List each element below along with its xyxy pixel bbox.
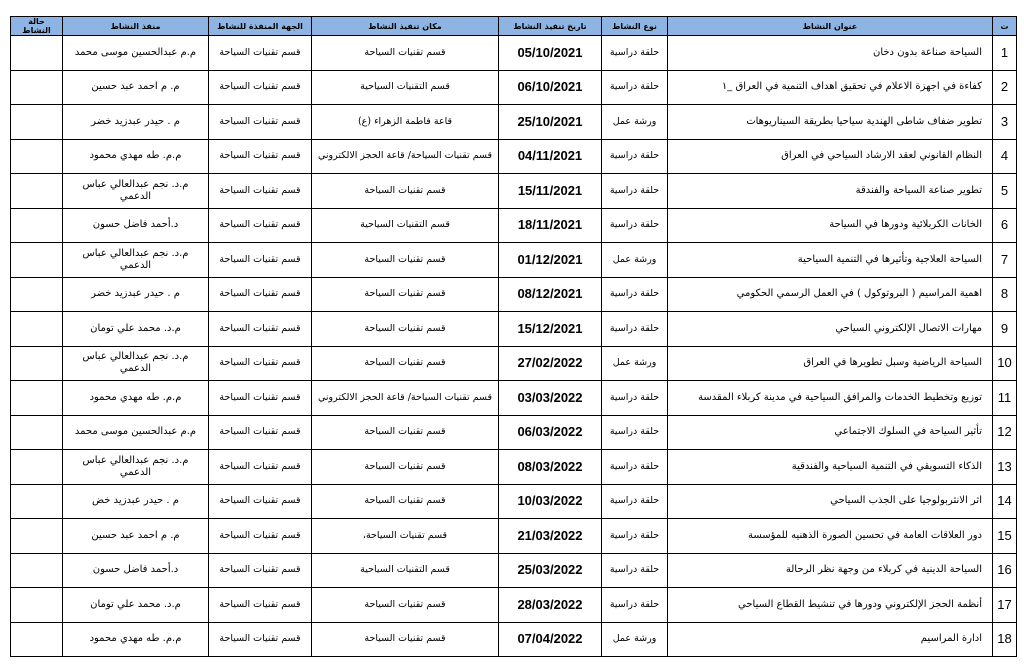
- table-row: [11, 174, 1017, 209]
- cell-type: حلقة دراسية: [602, 312, 668, 347]
- cell-title: السياحة الدينية في كربلاء من وجهة نظر الرحالة: [668, 553, 993, 588]
- cell-status: [11, 36, 63, 71]
- cell-title: اثر الانثربولوجيا على الجذب السياحي: [668, 484, 993, 519]
- cell-type: ورشة عمل: [602, 346, 668, 381]
- cell-place: قسم تقنيات السياحة: [312, 450, 499, 485]
- cell-status: [11, 484, 63, 519]
- cell-num: 8: [993, 277, 1017, 312]
- table-row: [11, 243, 1017, 278]
- cell-status: [11, 105, 63, 140]
- cell-num: 9: [993, 312, 1017, 347]
- table-row: [11, 346, 1017, 381]
- cell-title: ادارة المراسيم: [668, 622, 993, 657]
- cell-place: قسم تقنيات السياحة: [312, 484, 499, 519]
- header-status: حالة النشاط: [11, 17, 63, 36]
- cell-num: 16: [993, 553, 1017, 588]
- cell-place: قسم تقنيات السياحة: [312, 346, 499, 381]
- cell-type: حلقة دراسية: [602, 415, 668, 450]
- cell-executor: م.م. طه مهدي محمود: [63, 622, 209, 657]
- cell-place: قسم تقنيات السياحة: [312, 588, 499, 623]
- cell-dept: قسم تقنيات السياحة: [209, 277, 312, 312]
- cell-date: 25/10/2021: [499, 105, 602, 140]
- cell-num: 14: [993, 484, 1017, 519]
- cell-type: ورشة عمل: [602, 622, 668, 657]
- cell-date: 04/11/2021: [499, 139, 602, 174]
- cell-num: 1: [993, 36, 1017, 71]
- table-row: [11, 208, 1017, 243]
- cell-date: 06/03/2022: [499, 415, 602, 450]
- cell-date: 18/11/2021: [499, 208, 602, 243]
- cell-date: 27/02/2022: [499, 346, 602, 381]
- cell-status: [11, 450, 63, 485]
- cell-num: 2: [993, 70, 1017, 105]
- cell-executor: م . حيدر عبدزيد خض: [63, 484, 209, 519]
- cell-dept: قسم تقنيات السياحة: [209, 415, 312, 450]
- cell-status: [11, 381, 63, 416]
- cell-place: قسم تقنيات السياحة/ قاعة الحجز الالكتروني: [312, 139, 499, 174]
- cell-status: [11, 277, 63, 312]
- cell-title: أنظمة الحجز الإلكتروني ودورها في تنشيط القطاع السياحي: [668, 588, 993, 623]
- cell-executor: م.م. طه مهدي محمود: [63, 139, 209, 174]
- header-place: مكان تنفيذ النشاط: [312, 17, 499, 36]
- header-dept: الجهة المنفذة للنشاط: [209, 17, 312, 36]
- cell-date: 03/03/2022: [499, 381, 602, 416]
- cell-executor: م . حيدر عبدزيد خضر: [63, 277, 209, 312]
- cell-num: 5: [993, 174, 1017, 209]
- cell-date: 07/04/2022: [499, 622, 602, 657]
- cell-date: 28/03/2022: [499, 588, 602, 623]
- header-row: [11, 17, 1017, 36]
- cell-dept: قسم تقنيات السياحة: [209, 36, 312, 71]
- table-row: [11, 381, 1017, 416]
- cell-date: 08/12/2021: [499, 277, 602, 312]
- cell-type: ورشة عمل: [602, 243, 668, 278]
- cell-status: [11, 415, 63, 450]
- table-row: [11, 553, 1017, 588]
- cell-place: قسم تقنيات السياحة: [312, 174, 499, 209]
- cell-title: مهارات الاتصال الإلكتروني السياحي: [668, 312, 993, 347]
- cell-dept: قسم تقنيات السياحة: [209, 312, 312, 347]
- cell-num: 11: [993, 381, 1017, 416]
- cell-title: السياحة صناعة بدون دخان: [668, 36, 993, 71]
- cell-status: [11, 312, 63, 347]
- cell-dept: قسم تقنيات السياحة: [209, 381, 312, 416]
- cell-title: الذكاء التسويقي في التنمية السياحية والفندقية: [668, 450, 993, 485]
- cell-dept: قسم تقنيات السياحة: [209, 450, 312, 485]
- table-row: [11, 70, 1017, 105]
- cell-dept: قسم تقنيات السياحة: [209, 622, 312, 657]
- cell-executor: د.أحمد فاضل حسون: [63, 553, 209, 588]
- cell-num: 6: [993, 208, 1017, 243]
- cell-status: [11, 70, 63, 105]
- cell-dept: قسم تقنيات السياحة: [209, 70, 312, 105]
- cell-status: [11, 174, 63, 209]
- cell-date: 06/10/2021: [499, 70, 602, 105]
- cell-executor: م.د. محمد علي تومان: [63, 312, 209, 347]
- cell-num: 12: [993, 415, 1017, 450]
- cell-status: [11, 208, 63, 243]
- cell-num: 10: [993, 346, 1017, 381]
- cell-dept: قسم تقنيات السياحة: [209, 346, 312, 381]
- cell-date: 08/03/2022: [499, 450, 602, 485]
- cell-place: قسم تقنيات السياحة: [312, 36, 499, 71]
- cell-title: الخانات الكربلائية ودورها في السياحة: [668, 208, 993, 243]
- cell-place: قسم التقنيات السياحية: [312, 553, 499, 588]
- cell-title: تأثير السياحة في السلوك الاجتماعي: [668, 415, 993, 450]
- header-title: عنوان النشاط: [668, 17, 993, 36]
- cell-executor: د.أحمد فاضل حسون: [63, 208, 209, 243]
- table-row: [11, 105, 1017, 140]
- cell-status: [11, 519, 63, 554]
- header-num: ت: [993, 17, 1017, 36]
- table-row: [11, 277, 1017, 312]
- table-row: [11, 519, 1017, 554]
- cell-executor: م. م احمد عبد حسين: [63, 519, 209, 554]
- cell-num: 4: [993, 139, 1017, 174]
- cell-status: [11, 588, 63, 623]
- activities-table: [10, 16, 1017, 657]
- cell-status: [11, 243, 63, 278]
- cell-dept: قسم تقنيات السياحة: [209, 588, 312, 623]
- cell-status: [11, 553, 63, 588]
- cell-type: حلقة دراسية: [602, 70, 668, 105]
- cell-type: حلقة دراسية: [602, 484, 668, 519]
- cell-dept: قسم تقنيات السياحة: [209, 208, 312, 243]
- cell-executor: م.م عبدالحسين موسى محمد: [63, 415, 209, 450]
- cell-place: قسم تقنيات السياحة،: [312, 519, 499, 554]
- cell-type: حلقة دراسية: [602, 277, 668, 312]
- cell-title: النظام القانوني لعقد الارشاد السياحي في العراق: [668, 139, 993, 174]
- cell-date: 10/03/2022: [499, 484, 602, 519]
- cell-place: قسم تقنيات السياحة: [312, 415, 499, 450]
- cell-date: 21/03/2022: [499, 519, 602, 554]
- cell-dept: قسم تقنيات السياحة: [209, 553, 312, 588]
- cell-executor: م.م عبدالحسين موسى محمد: [63, 36, 209, 71]
- cell-type: حلقة دراسية: [602, 139, 668, 174]
- cell-title: اهمية المراسيم ( البروتوكول ) في العمل الرسمي الحكومي: [668, 277, 993, 312]
- table-row: [11, 484, 1017, 519]
- table-row: [11, 415, 1017, 450]
- cell-type: حلقة دراسية: [602, 553, 668, 588]
- cell-type: حلقة دراسية: [602, 450, 668, 485]
- cell-title: السياحة العلاجية وتأثيرها في التنمية السياحية: [668, 243, 993, 278]
- cell-place: قسم التقنيات السياحية: [312, 208, 499, 243]
- cell-dept: قسم تقنيات السياحة: [209, 174, 312, 209]
- cell-title: دور العلاقات العامة في تحسين الصورة الذهنيه للمؤسسة: [668, 519, 993, 554]
- cell-type: ورشة عمل: [602, 105, 668, 140]
- cell-date: 01/12/2021: [499, 243, 602, 278]
- header-date: تاريخ تنفيذ النشاط: [499, 17, 602, 36]
- cell-dept: قسم تقنيات السياحة: [209, 105, 312, 140]
- cell-num: 3: [993, 105, 1017, 140]
- cell-title: توزيع وتخطيط الخدمات والمرافق السياحية في مدينة كربلاء المقدسة: [668, 381, 993, 416]
- cell-place: قسم تقنيات السياحة: [312, 243, 499, 278]
- table-row: [11, 622, 1017, 657]
- cell-executor: م.د. نجم عبدالعالي عباس الدعمي: [63, 243, 209, 278]
- cell-title: السياحة الرياضية وسبل تطويرها في العراق: [668, 346, 993, 381]
- cell-title: تطوير ضفاف شاطى الهندية سياحيا بطريقة السيناريوهات: [668, 105, 993, 140]
- cell-type: حلقة دراسية: [602, 174, 668, 209]
- table-row: [11, 450, 1017, 485]
- cell-type: حلقة دراسية: [602, 381, 668, 416]
- table-row: [11, 312, 1017, 347]
- cell-type: حلقة دراسية: [602, 208, 668, 243]
- cell-executor: م . حيدر عبدزيد خضر: [63, 105, 209, 140]
- cell-status: [11, 139, 63, 174]
- cell-dept: قسم تقنيات السياحة: [209, 519, 312, 554]
- cell-place: قسم تقنيات السياحة: [312, 622, 499, 657]
- cell-status: [11, 346, 63, 381]
- cell-num: 13: [993, 450, 1017, 485]
- cell-date: 25/03/2022: [499, 553, 602, 588]
- cell-executor: م.د. نجم عبدالعالي عباس الدعمي: [63, 174, 209, 209]
- cell-type: حلقة دراسية: [602, 588, 668, 623]
- table-row: [11, 36, 1017, 71]
- cell-place: قسم تقنيات السياحة: [312, 312, 499, 347]
- cell-executor: م. م احمد عبد حسين: [63, 70, 209, 105]
- cell-executor: م.د. نجم عبدالعالي عباس الدعمي: [63, 450, 209, 485]
- header-executor: منفذ النشاط: [63, 17, 209, 36]
- cell-executor: م.م. طه مهدي محمود: [63, 381, 209, 416]
- header-type: نوع النشاط: [602, 17, 668, 36]
- cell-place: قسم تقنيات السياحة: [312, 277, 499, 312]
- cell-executor: م.د. نجم عبدالعالي عباس الدعمي: [63, 346, 209, 381]
- cell-status: [11, 622, 63, 657]
- cell-date: 15/11/2021: [499, 174, 602, 209]
- cell-executor: م.د. محمد علي تومان: [63, 588, 209, 623]
- cell-type: حلقة دراسية: [602, 519, 668, 554]
- cell-num: 17: [993, 588, 1017, 623]
- cell-num: 15: [993, 519, 1017, 554]
- cell-num: 7: [993, 243, 1017, 278]
- table-row: [11, 588, 1017, 623]
- table-row: [11, 139, 1017, 174]
- cell-date: 05/10/2021: [499, 36, 602, 71]
- cell-dept: قسم تقنيات السياحة: [209, 139, 312, 174]
- cell-title: كفاءة في اجهزة الاعلام في تحقيق اهداف التنمية في العراق _١: [668, 70, 993, 105]
- cell-title: تطوير صناعة السياحة والفندقة: [668, 174, 993, 209]
- cell-dept: قسم تقنيات السياحة: [209, 484, 312, 519]
- cell-dept: قسم تقنيات السياحة: [209, 243, 312, 278]
- cell-num: 18: [993, 622, 1017, 657]
- cell-place: قاعة فاطمة الزهراء (ع): [312, 105, 499, 140]
- cell-place: قسم التقنيات السياحية: [312, 70, 499, 105]
- cell-date: 15/12/2021: [499, 312, 602, 347]
- cell-place: قسم تقنيات السياحة/ قاعة الحجز الالكتروني: [312, 381, 499, 416]
- cell-type: حلقة دراسية: [602, 36, 668, 71]
